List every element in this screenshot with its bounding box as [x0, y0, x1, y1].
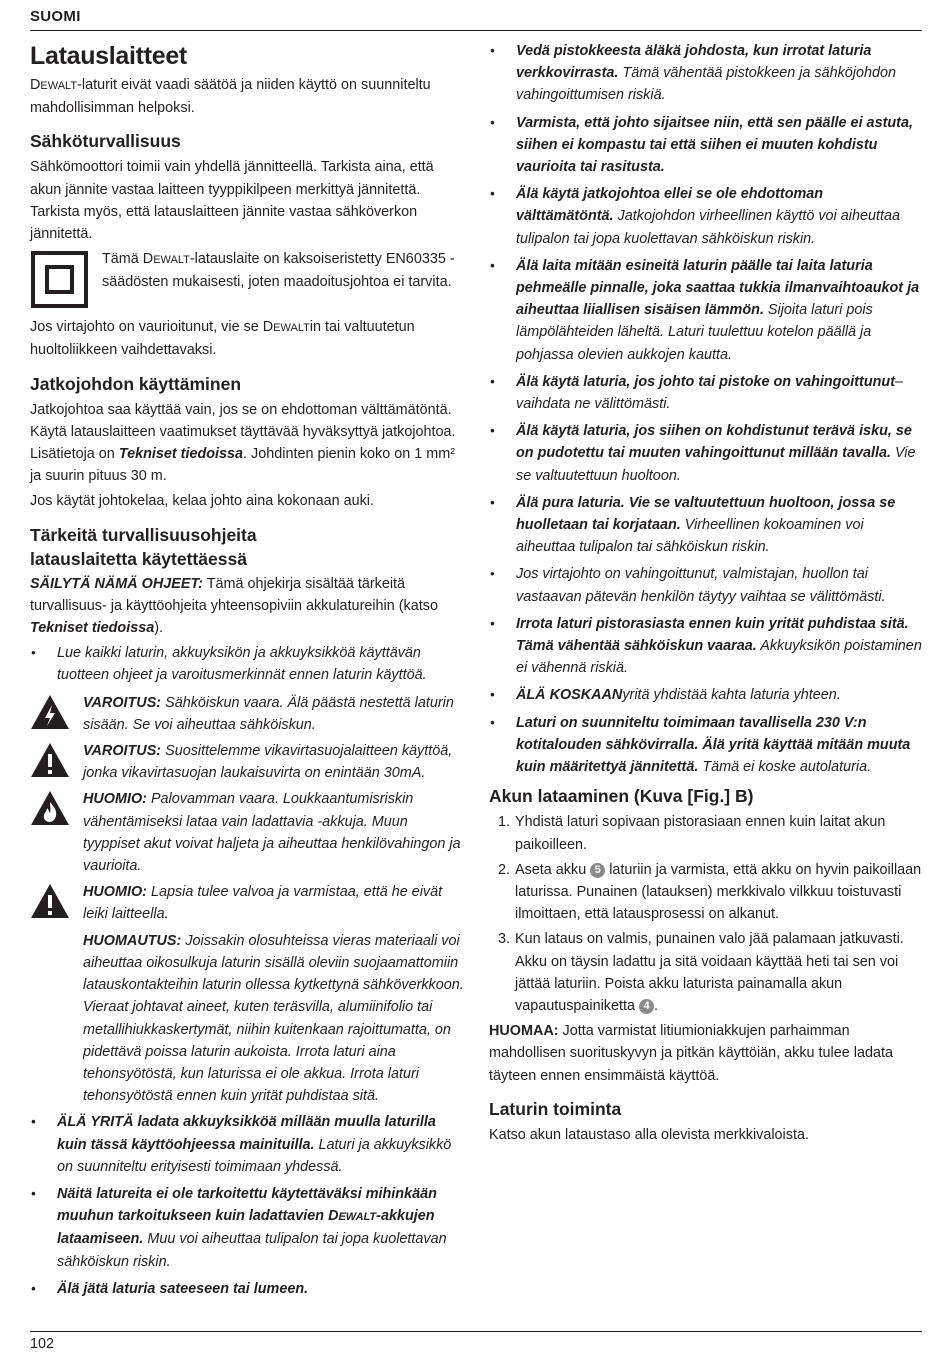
list-item — [489, 112, 923, 179]
extension-cord-heading: Jatkojohdon käyttäminen — [30, 373, 242, 394]
warning-rcd — [30, 740, 464, 784]
ext-text-a: Jatkojohtoa saa käyttää vain, jos se on ehdottoman välttämätöntä. Käytä latauslaitteen vaatimukset täyttävää hyväksyttyä jatkojohtoa. Lisätietoja on — [30, 401, 456, 463]
double-insulation-block — [30, 248, 464, 314]
list-item — [489, 563, 923, 607]
step-text-a: Aseta akku — [515, 861, 591, 878]
caution-text: Lapsia tulee valvoa ja varmistaa, että he eivät leiki laitteella. — [83, 884, 443, 923]
item-text: Vie se valtuutettuun huoltoon. — [516, 445, 916, 484]
warning-electric-shock — [30, 692, 464, 736]
save-instructions-paragraph — [30, 573, 464, 640]
caution-children — [30, 881, 464, 925]
step-text-a: Kun lataus on valmis, punainen valo jää palamaan jatkuvasti. Akku on täysin ladattu ja sitä voidaan käyttää heti tai sen voi jättää laturiin. Poista akku laturista painamalla akun vapautuspainiketta — [515, 931, 904, 1014]
item-bold-b: -akkujen lataamiseen. — [57, 1208, 435, 1248]
step-number: 2. — [498, 861, 511, 878]
item-text: Virheellinen kokoaminen voi aiheuttaa tulipalon tai sähköiskun riskin. — [516, 517, 864, 556]
notice-foreign-material — [30, 930, 464, 1108]
charging-heading: Akun lataaminen (Kuva [Fig.] B) — [489, 786, 754, 807]
double-insulation-icon — [31, 251, 88, 308]
list-item — [489, 684, 923, 706]
cord-pre: Jos virtajohto on vaurioitunut, vie se D — [30, 319, 274, 336]
item-bold-a: Näitä latureita ei ole tarkoitettu käytettäväksi mihinkään muuhun tarkoitukseen kuin ladattavien D — [57, 1185, 437, 1225]
double-insulation-brand: EWALT — [153, 254, 190, 267]
save-text-a: Tämä ohjekirja sisältää tärkeitä turvallisuus- ja käyttöohjeita yhteensopiviin akkulatureihin (katso — [30, 575, 438, 614]
language-label: SUOMI — [30, 8, 81, 25]
step-item — [489, 859, 923, 926]
list-item — [30, 1278, 464, 1300]
page-number: 102 — [30, 1336, 55, 1352]
exclamation-warning-icon — [30, 742, 70, 778]
list-item — [489, 420, 923, 487]
item-text: Tämä vähentää pistokkeen ja sähköjohdon vahingoittumisen riskiä. — [516, 65, 897, 104]
cord-replacement-paragraph — [30, 316, 464, 361]
intro-text: -laturit eivät vaadi säätöä ja niiden käyttö on suunniteltu mahdollisimman helpoksi. — [30, 77, 431, 117]
item-bold: Älä laita mitään esineitä laturin päälle tai laita laturia pehmeälle pinnalle, joka saattaa tukkia ilmanvaihtoaukot ja aiheuttaa liiallisen sisäisen lämmön. — [516, 257, 920, 319]
item-bold: Älä käytä laturia, jos siihen on kohdistunut terävä isku, se on pudotettu tai muuten vahingoittunut millään tavalla. — [516, 423, 912, 462]
step-text-b: . — [654, 997, 659, 1014]
item-text: Tämä ei koske autolaturia. — [698, 759, 872, 776]
item-bold-brand: EWALT — [338, 1211, 377, 1224]
double-insulation-text: -latauslaite on kaksoiseristetty EN60335 -säädösten mukaisesti, joten maadoitusjohtoa ei tarvita. — [102, 251, 455, 291]
note-text: Jotta varmistat litiumioniakkujen parhaimman mahdollisen suorituskyvyn ja pitkän käyttöiän, akku tulee ladata täyteen ennen ensimmäistä käyttöä. — [489, 1023, 893, 1084]
list-item — [489, 40, 923, 107]
footer-divider — [30, 1331, 922, 1332]
extension-cord-paragraph — [30, 399, 464, 488]
list-item — [30, 1183, 464, 1273]
charger-operation-heading: Laturin toiminta — [489, 1098, 622, 1119]
list-item — [489, 613, 923, 680]
warning-text: Sähköiskun vaara. Älä päästä nestettä laturin sisään. Se voi aiheuttaa sähköiskun. — [83, 694, 454, 733]
item-bold: Älä pura laturia. Vie se valtuutettuun huoltoon, jossa se huolletaan tai korjataan. — [516, 494, 896, 534]
safety-instructions-heading — [30, 523, 464, 571]
list-item — [489, 371, 923, 415]
item-text: Muu voi aiheuttaa tulipalon tai jopa kuolettavan sähköiskun riskin. — [57, 1231, 447, 1270]
caution-label: HUOMIO: — [83, 791, 147, 808]
caution-text: Palovamman vaara. Loukkaantumisriskin vähentämiseksi lataa vain ladattavia -akkuja. Muun tyyppiset akut voivat haljeta ja aiheuttaa henkilövahingon ja vaurioita. — [83, 791, 461, 875]
callout-badge: 4 — [639, 999, 654, 1014]
electric-safety-heading: Sähköturvallisuus — [30, 131, 181, 152]
note-label: HUOMAA: — [489, 1023, 559, 1040]
save-instructions-label: SÄILYTÄ NÄMÄ OHJEET: — [30, 575, 203, 592]
section-title: Latauslaitteet — [30, 42, 187, 70]
left-safety-list — [30, 1111, 464, 1300]
double-insulation-pre: Tämä D — [102, 251, 154, 268]
brand-rest: EWALT — [40, 80, 78, 92]
notice-label: HUOMAUTUS: — [83, 932, 182, 949]
item-bold: ÄLÄ YRITÄ ladata akkuyksikköä millään muulla laturilla kuin tässä käyttöohjeessa mainituilla. — [57, 1114, 436, 1153]
ext-reference: Tekniset tiedoissa — [118, 446, 244, 463]
caution-label: HUOMIO: — [83, 884, 147, 901]
item-bold: Älä käytä jatkojohtoa ellei se ole ehdottoman välttämätöntä. — [516, 186, 824, 225]
step-number: 1. — [498, 814, 511, 831]
callout-badge: 5 — [590, 863, 605, 878]
cord-reel-paragraph: Jos käytät johtokelaa, kelaa johto aina kokonaan auki. — [30, 493, 375, 510]
safety-heading-line1: Tärkeitä turvallisuusohjeita — [30, 524, 257, 545]
ext-text-c: . Johdinten pienin koko on 1 mm² ja suurin pituus 30 m. — [30, 446, 456, 485]
list-item — [489, 492, 923, 559]
list-item — [489, 712, 923, 779]
item-bold: ÄLÄ KOSKAAN — [516, 687, 623, 704]
caution-burn — [30, 788, 464, 877]
step-number: 3. — [498, 931, 511, 948]
item-bold: Älä käytä laturia, jos johto tai pistoke on vahingoittunut — [516, 373, 895, 390]
left-column — [30, 42, 464, 1305]
item-bold: Vedä pistokkeesta äläkä johdosta, kun irrotat laturia verkkovirrasta. — [516, 43, 872, 82]
warning-text: Suosittelemme vikavirtasuojalaitteen käyttöä, jonka vikavirtasuojan laukaisuvirta on enintään 30mA. — [83, 743, 453, 782]
step-item — [489, 928, 923, 1017]
list-item — [30, 1111, 464, 1178]
item-text: Jatkojohdon virheellinen käyttö voi aiheuttaa tulipalon tai jopa kuolettavan sähköiskun riskin. — [516, 208, 900, 247]
step-text-b: laturiin ja varmista, että akku on hyvin paikoillaan laturissa. Punainen (latauksen) merkkivalo vilkkuu toistuvasti ilmoittaen, että latausprosessi on alkanut. — [515, 861, 922, 923]
safety-heading-line2: latauslaitetta käytettäessä — [30, 548, 247, 569]
page-header — [30, 8, 922, 31]
charging-steps — [489, 811, 923, 1017]
read-instructions-list — [30, 642, 464, 686]
cord-brand: EWALT — [273, 322, 310, 335]
item-bold: Irrota laturi pistorasiasta ennen kuin yrität puhdistaa sitä. Tämä vähentää sähköiskun vaaraa. — [516, 615, 909, 655]
step-text: Yhdistä laturi sopivaan pistorasiaan ennen kuin laitat akun paikoilleen. — [515, 814, 886, 853]
exclamation-warning-icon — [30, 883, 70, 919]
item-bold: Laturi on suunniteltu toimimaan tavallisella 230 V:n kotitalouden sähkövirralla. Älä yritä käyttää mitään muuta kuin määritettyä jännitettä. — [516, 714, 911, 776]
electric-safety-paragraph: Sähkömoottori toimii vain yhdellä jännitteellä. Tarkista aina, että akun jännite vastaa laitteen tyyppikilpeen merkittyä jännitettä. Tarkista myös, että latauslaitteen jännite vastaa sähköverkon jännitettä. — [30, 159, 434, 243]
charger-operation-text: Katso akun lataustaso alla olevista merkkivaloista. — [489, 1126, 809, 1143]
save-reference: Tekniset tiedoissa — [30, 620, 155, 637]
right-column — [489, 40, 923, 1149]
step-item — [489, 811, 923, 855]
brand-initial: D — [30, 77, 41, 93]
warning-label: VAROITUS: — [83, 743, 162, 760]
item-text: Laturi ja akkuyksikkö on suunniteltu erityisesti toimimaan yhdessä. — [57, 1136, 452, 1175]
save-text-c: ). — [154, 620, 164, 637]
notice-text: Joissakin olosuhteissa vieras materiaali voi aiheuttaa oikosulkuja laturin sisällä oleviin suojaamattomiin latauskontakteihin laturin ollessa kytkettynä sähköverkkoon. Vieraat johtavat aineet, kuten teräsvilla, alumiinifolio tai metallihiukkaskertymät, niihin kuitenkaan rajoittumatta, on pidettävä poissa laturin aukoista. Irrota laturi aina tehonsyötöstä, kun laturissa ei ole akkua. Irrota laturi tehonsyötöstä ennen kuin yrität puhdistaa sitä. — [83, 932, 464, 1105]
item-bold: Älä jätä laturia sateeseen tai lumeen. — [57, 1280, 309, 1297]
item-text: Sijoita laturi pois lämpölähteiden läheltä. Laturi tuulettuu kotelon päällä ja pohjassa olevien aukkojen kautta. — [516, 302, 873, 363]
list-item — [489, 255, 923, 366]
intro-paragraph — [30, 74, 464, 119]
right-safety-list — [489, 40, 923, 778]
electric-shock-warning-icon — [30, 694, 70, 730]
item-text: Akkuyksikön poistaminen ei vähennä riskiä. — [516, 638, 922, 677]
list-item: • Lue kaikki laturin, akkuyksikön ja akkuyksikköä käyttävän tuotteen ohjeet ja varoitusmerkinnät ennen laturin käyttöä. — [30, 642, 464, 686]
cord-rest: in tai valtuutetun huoltoliikkeen vaihdettavaksi. — [30, 319, 415, 359]
item-text: yritä yhdistää kahta laturia yhteen. — [622, 687, 841, 704]
item-bold: Varmista, että johto sijaitsee niin, että sen päälle ei astuta, siihen ei kompastu tai että siihen ei muuten kohdistu vaurioita tai rasitusta. — [516, 114, 913, 176]
list-item — [489, 183, 923, 250]
charging-note — [489, 1020, 923, 1087]
fire-warning-icon — [30, 790, 70, 826]
item-text: – vaihdata ne välittömästi. — [516, 373, 904, 413]
warning-label: VAROITUS: — [83, 694, 162, 711]
item-text: Jos virtajohto on vahingoittunut, valmistajan, huollon tai vastaavan pätevän henkilön täytyy vaihtaa se välittömästi. — [516, 566, 886, 605]
